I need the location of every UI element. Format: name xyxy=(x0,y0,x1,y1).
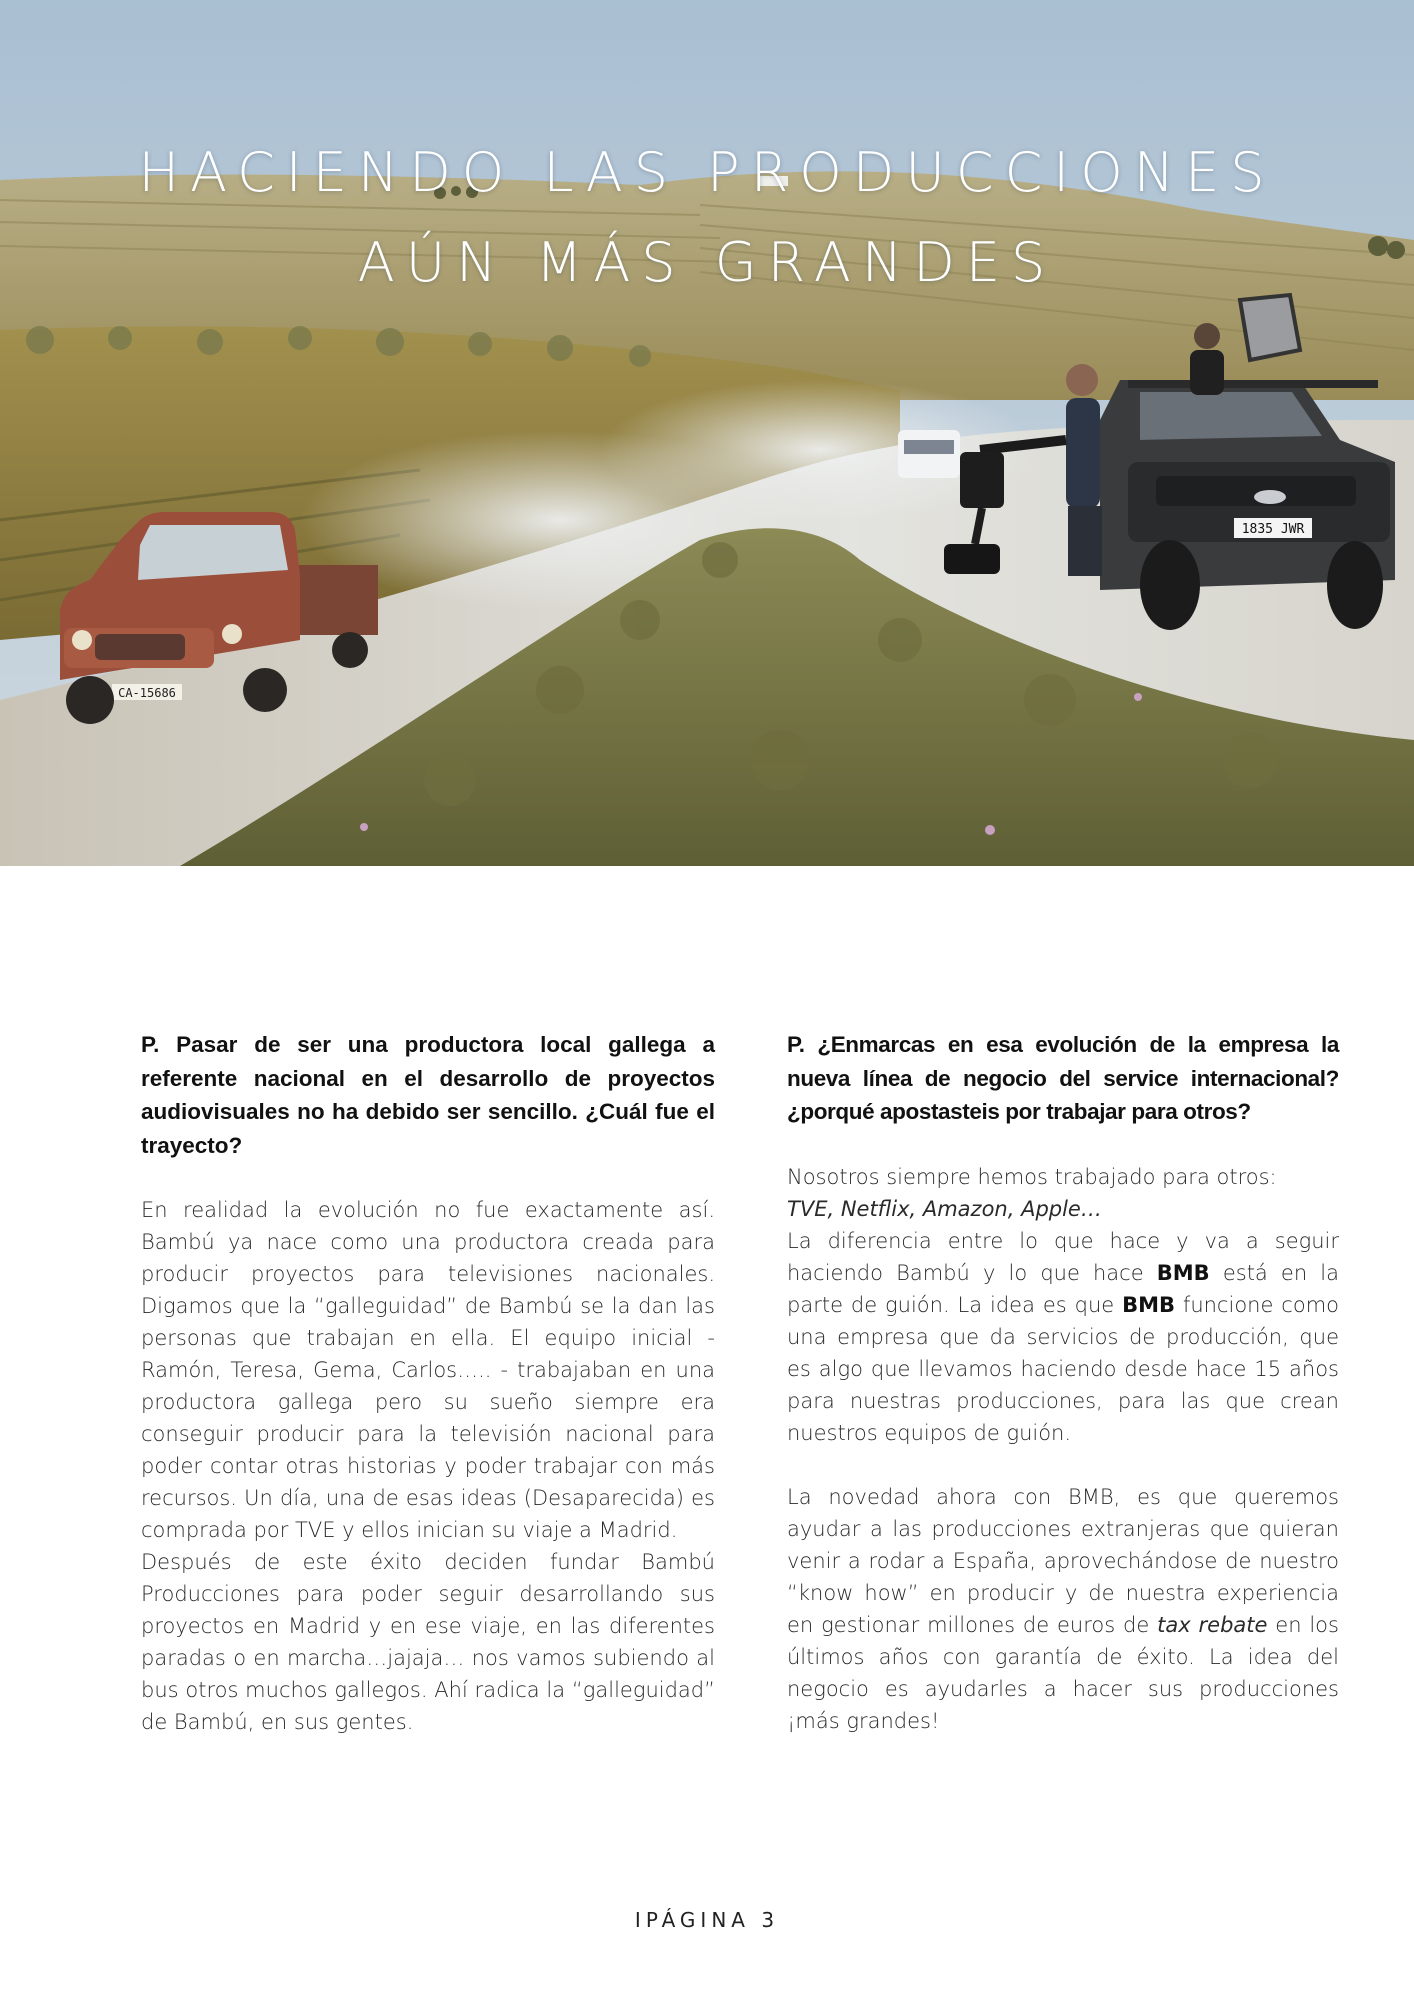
answer-1 xyxy=(141,1194,715,1738)
answer-2-paragraph-3 xyxy=(787,1481,1339,1737)
bmb-bold-2: BMB xyxy=(1122,1292,1176,1317)
client-list: TVE, Netflix, Amazon, Apple… xyxy=(787,1196,1102,1221)
answer-2-paragraph-2 xyxy=(787,1225,1339,1449)
title-line-2: AÚN MÁS GRANDES xyxy=(357,231,1057,294)
hero-image xyxy=(0,0,1414,866)
title-line-1: HACIENDO LAS PRODUCCIONES xyxy=(138,141,1276,204)
license-plate-left: CA-15686 xyxy=(118,686,176,700)
answer-2-p3-text-b: en los últimos años con garantía de éxito. La idea del negocio es ayudarles a hacer sus producciones ¡más grandes! xyxy=(787,1612,1339,1733)
bmb-bold-1: BMB xyxy=(1156,1260,1210,1285)
right-column xyxy=(787,1028,1339,1737)
answer-2-p3-text-a: La novedad ahora con BMB, es que queremos ayudar a las producciones extranjeras que quieran venir a rodar a España, aprovechándose de nuestro “know how” en producir y de nuestra experiencia en gestionar millones de euros de xyxy=(787,1484,1339,1637)
left-column xyxy=(141,1028,715,1738)
answer-2-p2-text-a: La diferencia entre lo que hace y va a seguir haciendo Bambú y lo que hace xyxy=(787,1228,1339,1285)
answer-1-paragraph-2: Después de este éxito deciden fundar Bambú Producciones para poder seguir desarrollando sus proyectos en Madrid y en ese viaje, en las diferentes paradas o en marcha…jajaja… nos vamos subiendo al bus otros muchos gallegos. Ahí radica la “galleguidad” de Bambú, en sus gentes. xyxy=(141,1550,715,1734)
license-plate-right: 1835 JWR xyxy=(1241,522,1305,537)
page-title xyxy=(0,128,1414,308)
answer-2-p2-text-c: funcione como una empresa que da servicios de producción, que es algo que llevamos haciendo desde hace 15 años para nuestras producciones, para las que crean nuestros equipos de guión. xyxy=(787,1292,1339,1445)
answer-2 xyxy=(787,1161,1339,1737)
question-2: P. ¿Enmarcas en esa evolución de la empresa la nueva línea de negocio del service internacional? ¿porqué apostasteis por trabajar para otros? xyxy=(787,1032,1339,1124)
answer-2-line-1: Nosotros siempre hemos trabajado para otros: xyxy=(787,1164,1277,1189)
answer-2-paragraph-1 xyxy=(787,1161,1339,1225)
van xyxy=(898,430,960,478)
page-number: IPÁGINA 3 xyxy=(634,1908,780,1932)
question-1: P. Pasar de ser una productora local gallega a referente nacional en el desarrollo de proyectos audiovisuales no ha debido ser sencillo. ¿Cuál fue el trayecto? xyxy=(141,1032,715,1158)
tax-rebate-italic: tax rebate xyxy=(1157,1612,1268,1637)
answer-2-p2-text-b: está en la parte de guión. La idea es que xyxy=(787,1260,1339,1317)
answer-1-paragraph-1: En realidad la evolución no fue exactamente así. Bambú ya nace como una productora creada para producir proyectos para televisiones nacionales. Digamos que la “galleguidad” de Bambú se la dan las personas que trabajan en ella. El equipo inicial -Ramón, Teresa, Gema, Carlos….. - trabajaban en una productora gallega pero su sueño siempre era conseguir producir para la televisión nacional para poder contar otras historias y poder trabajar con más recursos. Un día, una de esas ideas (Desaparecida) es comprada por TVE y ellos inician su viaje a Madrid. xyxy=(141,1198,715,1542)
